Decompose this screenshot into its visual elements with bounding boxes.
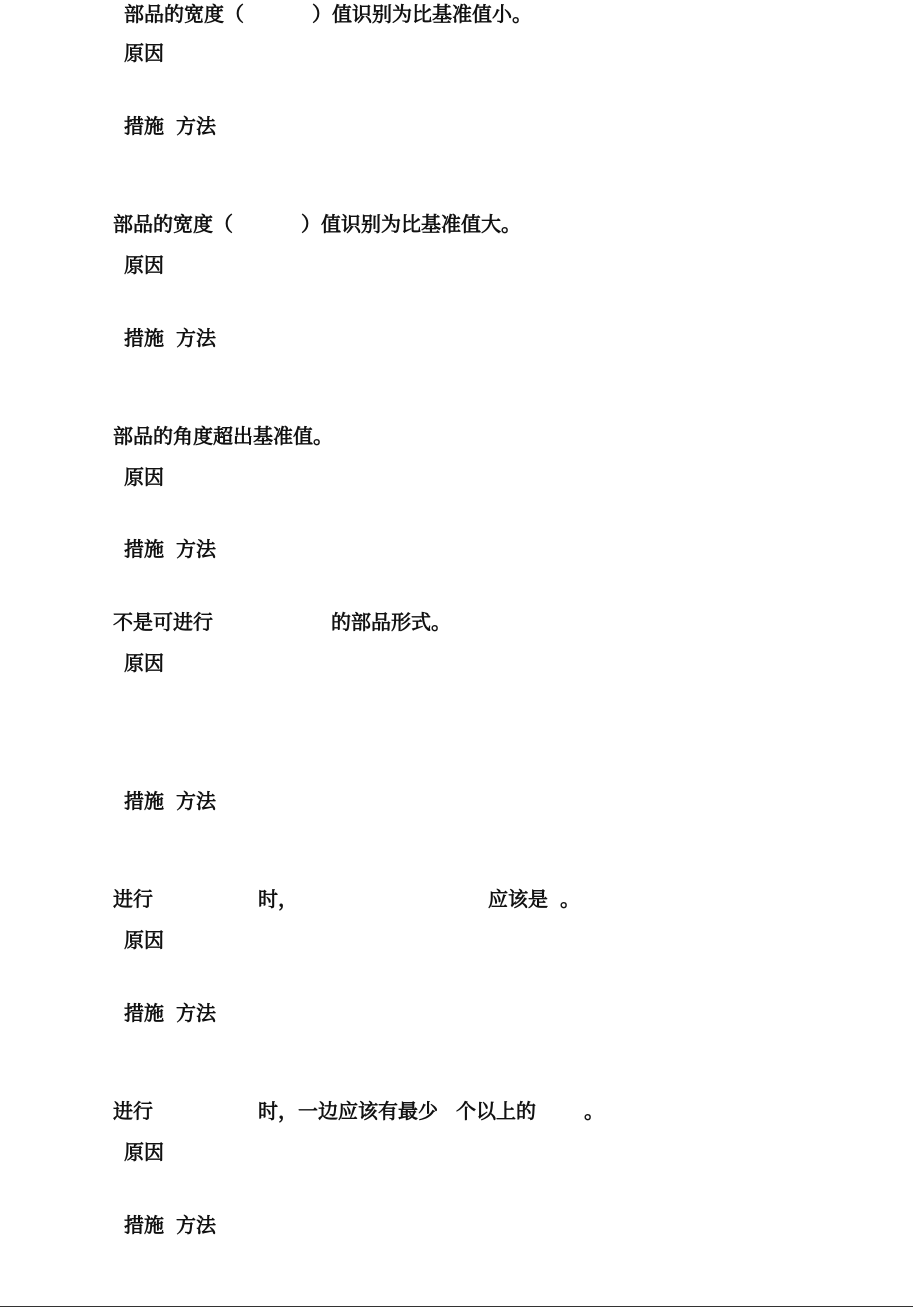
measure-label: 措施	[124, 1213, 164, 1237]
method-label: 方法	[176, 114, 216, 138]
heading-text: 不是可进行	[113, 610, 213, 634]
heading-text: ）值识别为比基准值大。	[301, 212, 521, 236]
section-3-heading	[113, 424, 333, 448]
heading-text: 个以上的	[456, 1099, 536, 1123]
method-label: 方法	[176, 1001, 216, 1025]
heading-text: ）值识别为比基准值小。	[312, 2, 532, 26]
section-4-cause: 原因	[124, 651, 164, 675]
section-6-cause: 原因	[124, 1140, 164, 1164]
method-label: 方法	[176, 789, 216, 813]
method-label: 方法	[176, 537, 216, 561]
measure-label: 措施	[124, 114, 164, 138]
section-5-cause: 原因	[124, 928, 164, 952]
section-6-measure-method	[124, 1213, 216, 1237]
heading-text: 部品的宽度（	[113, 212, 233, 236]
method-label: 方法	[176, 326, 216, 350]
section-2-cause: 原因	[124, 253, 164, 277]
measure-label: 措施	[124, 789, 164, 813]
heading-text: 的部品形式。	[331, 610, 451, 634]
heading-text: 部品的宽度（	[124, 2, 244, 26]
section-5-heading	[113, 887, 580, 911]
measure-label: 措施	[124, 1001, 164, 1025]
section-2-measure-method	[124, 326, 216, 350]
section-1-heading	[124, 2, 532, 26]
heading-text: 时，	[258, 887, 298, 911]
section-1-cause: 原因	[124, 41, 164, 65]
section-4-measure-method	[124, 789, 216, 813]
measure-label: 措施	[124, 537, 164, 561]
heading-text: 进行	[113, 887, 153, 911]
section-3-measure-method	[124, 537, 216, 561]
heading-text: 进行	[113, 1099, 153, 1123]
heading-text: 。	[560, 887, 580, 911]
section-3-cause: 原因	[124, 465, 164, 489]
heading-text: 。	[584, 1099, 604, 1123]
method-label: 方法	[176, 1213, 216, 1237]
heading-text: 应该是	[488, 887, 548, 911]
section-2-heading	[113, 212, 521, 236]
section-5-measure-method	[124, 1001, 216, 1025]
heading-text: 时，一边应该有最少	[258, 1099, 438, 1123]
section-1-measure-method	[124, 114, 216, 138]
section-4-heading	[113, 610, 451, 634]
heading-text: 部品的角度超出基准值。	[113, 424, 333, 448]
page-bottom-divider	[0, 1306, 913, 1307]
measure-label: 措施	[124, 326, 164, 350]
section-6-heading	[113, 1099, 604, 1123]
